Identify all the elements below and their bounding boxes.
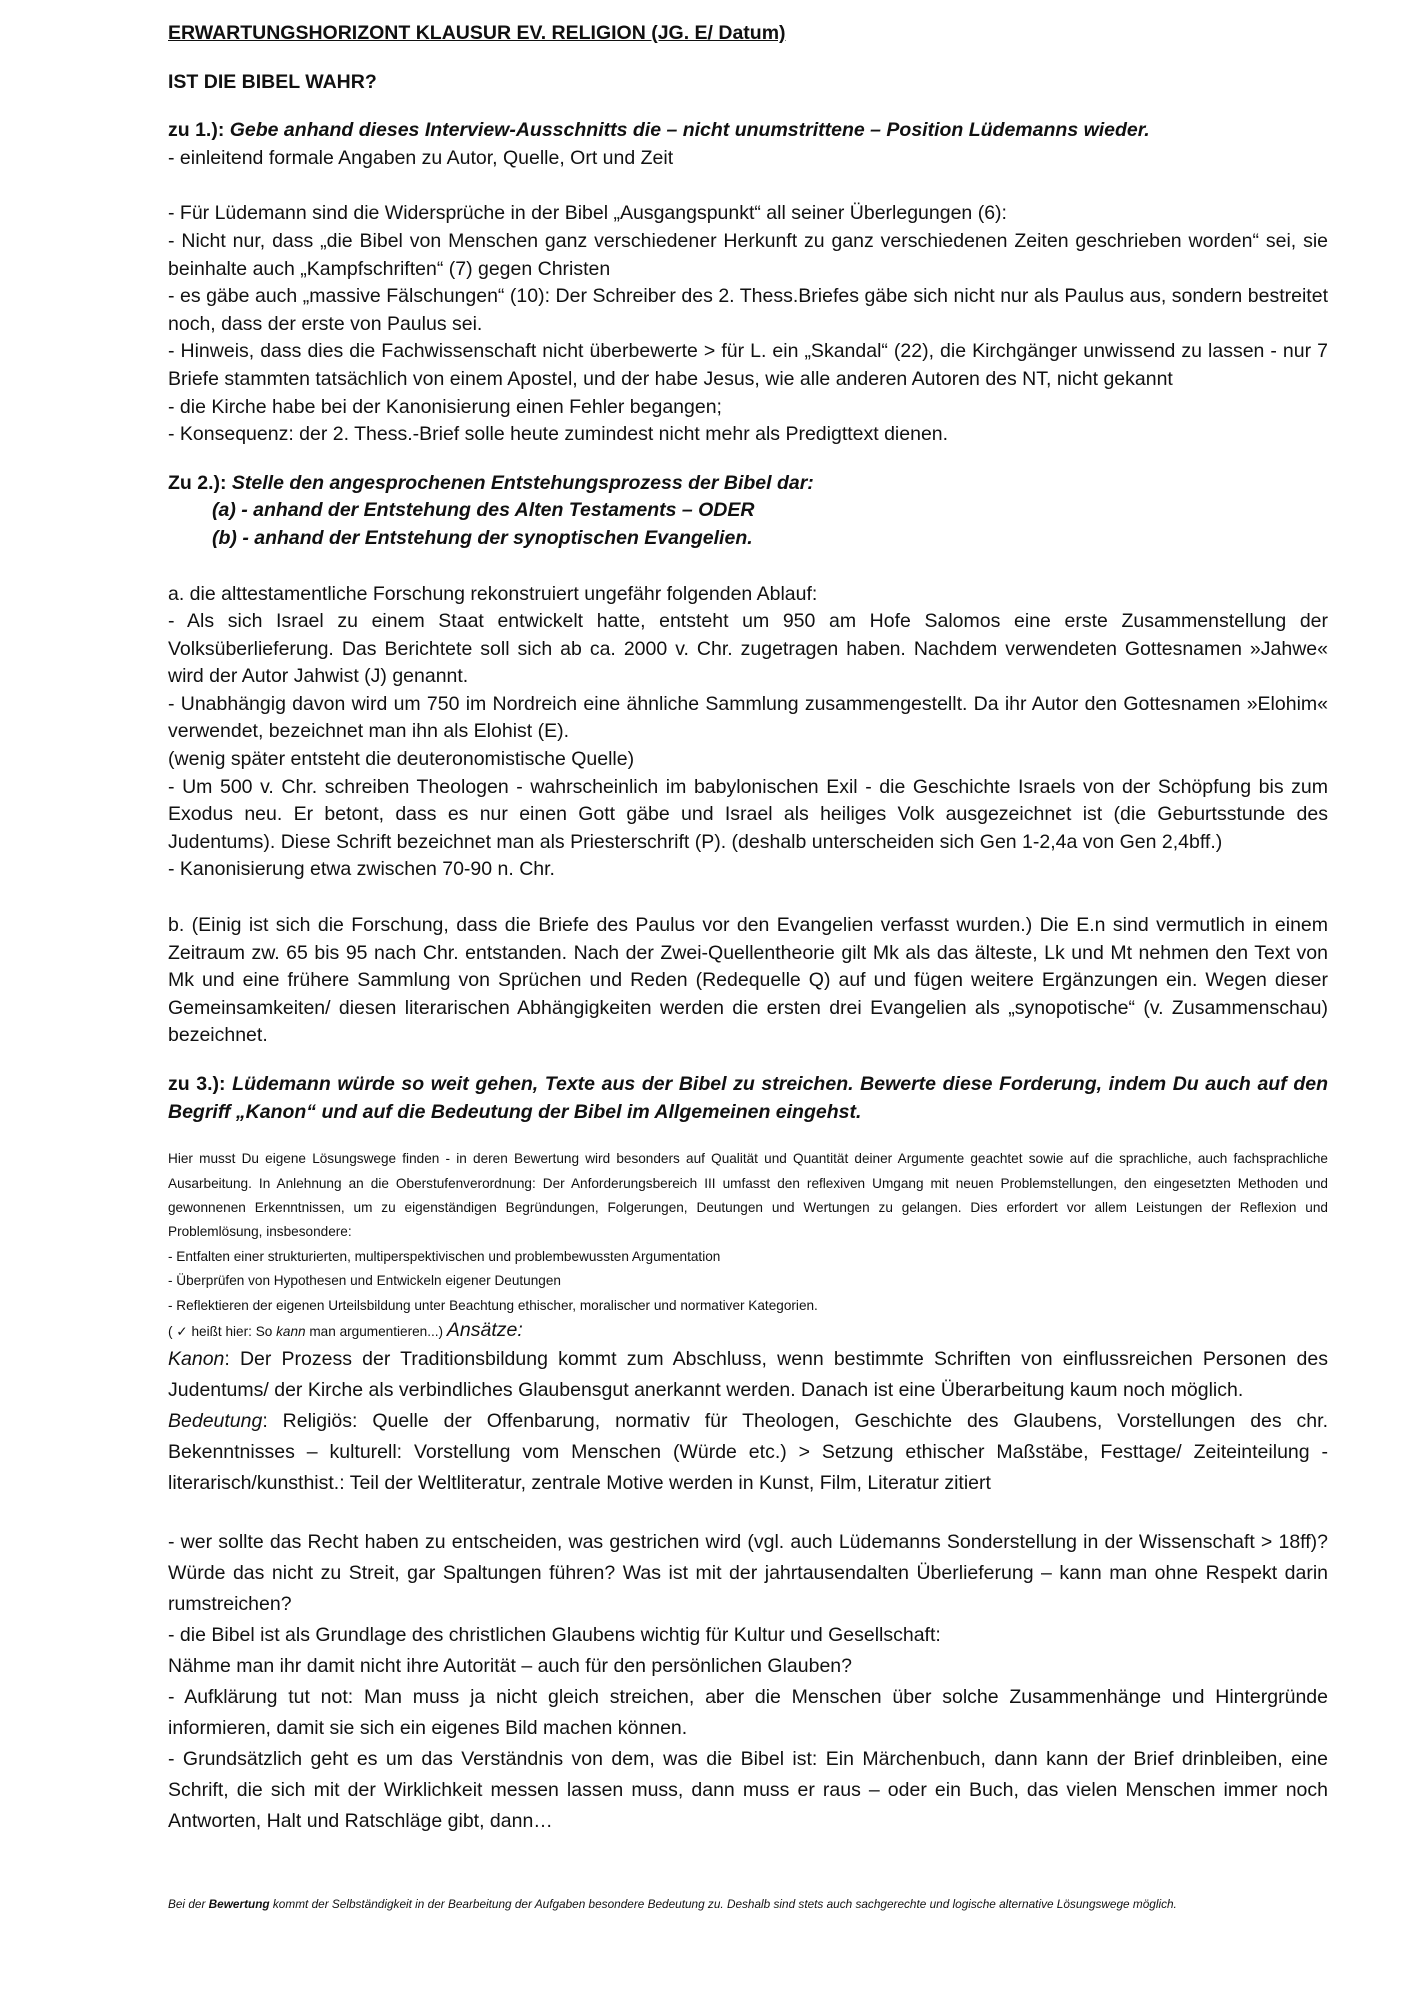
discussion-line: - wer sollte das Recht haben zu entscheiden, was gestrichen wird (vgl. auch Lüdemanns Sonderstellung in der Wissenschaft > 18ff)? Würde das nicht zu Streit, gar Spaltungen führen? Was ist mit der jahrtausendalten Überlieferung – kann man ohne Respekt darin rumstreichen? (168, 1531, 1328, 1616)
footer-bold: Bewertung (208, 1897, 270, 1911)
q1-line: - es gäbe auch „massive Fälschungen“ (10): Der Schreiber des 2. Thess.Briefes gäbe sich nicht nur als Paulus aus, sondern bestreitet noch, dass der erste von Paulus sei. (168, 285, 1328, 335)
question-2-option-b: (b) - anhand der Entstehung der synoptischen Evangelien. (212, 526, 753, 549)
question-3-heading (168, 1071, 1328, 1126)
discussion-line: - Grundsätzlich geht es um das Verständnis von dem, was die Bibel ist: Ein Märchenbuch, dann kann der Brief drinbleiben, eine Schrift, die sich mit der Wirklichkeit messen lassen muss, dann muss er raus – oder ein Buch, das vielen Menschen immer noch Antworten, Halt und Ratschläge gibt, dann… (168, 1748, 1328, 1833)
document-page (168, 20, 1328, 1837)
question-1-section (168, 117, 1328, 449)
criteria-item: - Reflektieren der eigenen Urteilsbildung unter Beachtung ethischer, moralischer und normativer Kategorien. (168, 1297, 818, 1313)
question-2-option-a: (a) - anhand der Entstehung des Alten Testaments – ODER (212, 499, 755, 522)
q2a-line: - Als sich Israel zu einem Staat entwickelt hatte, entsteht um 950 am Hofe Salomos eine erste Zusammenstellung der Volksüberlieferung. Das Berichtete soll sich ab ca. 2000 v. Chr. zugetragen haben. Nachdem verwendeten Gottesnamen »Jahwe« wird der Autor Jahwist (J) genannt. (168, 610, 1328, 688)
footer-note (168, 1897, 1328, 1911)
question-2-text: Stelle den angesprochenen Entstehungsprozess der Bibel dar: (231, 471, 814, 494)
q2a-line: - Kanonisierung etwa zwischen 70-90 n. Chr. (168, 858, 555, 881)
question-3-text: Lüdemann würde so weit gehen, Texte aus der Bibel zu streichen. Bewerte diese Forderung, indem Du auch auf den Begriff „Kanon“ und auf die Bedeutung der Bibel im Allgemeinen eingehst. (168, 1073, 1328, 1123)
question-1-heading (168, 117, 1328, 145)
footer-pre: Bei der (168, 1897, 209, 1911)
note-line (168, 1318, 1328, 1344)
q2b-paragraph: b. (Einig ist sich die Forschung, dass die Briefe des Paulus vor den Evangelien verfasst wurden.) Die E.n sind vermutlich in einem Zeitraum zw. 65 bis 95 nach Chr. entstanden. Nach der Zwei-Quellentheorie gilt Mk als das älteste, Lk und Mt nehmen den Text von Mk und eine frühere Sammlung von Sprüchen und Reden (Redequelle Q) auf und fügen weitere Ergänzungen ein. Wegen dieser Gemeinsamkeiten/ diesen literarischen Abhängigkeiten werden die ersten drei Evangelien als „synopotische“ (v. Zusammenschau) bezeichnet. (168, 914, 1328, 1047)
q2a-line: - Unabhängig davon wird um 750 im Nordreich eine ähnliche Sammlung zusammengestellt. Da ihr Autor den Gottesnamen »Elohim« verwendet, bezeichnet man ihn als Elohist (E). (168, 692, 1328, 743)
bedeutung-label: Bedeutung (168, 1410, 263, 1433)
ansaetze-label: Ansätze: (446, 1319, 523, 1342)
discussion-line: - die Bibel ist als Grundlage des christlichen Glaubens wichtig für Kultur und Gesellschaft: (168, 1624, 941, 1647)
q2a-line: a. die alttestamentliche Forschung rekonstruiert ungefähr folgenden Ablauf: (168, 582, 818, 605)
question-2-section (168, 470, 1328, 1050)
kanon-label: Kanon (168, 1348, 225, 1371)
q2a-line: - Um 500 v. Chr. schreiben Theologen - wahrscheinlich im babylonischen Exil - die Geschichte Israels von der Schöpfung bis zum Exodus neu. Er betont, dass es nur einen Gott gäbe und Israel als heiliges Volk ausgezeichnet ist (die Geburtsstunde des Judentums). Diese Schrift bezeichnet man als Priesterschrift (P). (deshalb unterscheiden sich Gen 1-2,4a von Gen 2,4bff.) (168, 775, 1328, 853)
q1-line: - Hinweis, dass dies die Fachwissenschaft nicht überbewerte > für L. ein „Skandal“ (22), die Kirchgänger unwissend zu lassen - nur 7 Briefe stammten tatsächlich von einem Apostel, und der habe Jesus, wie alle anderen Autoren des NT, nicht gekannt (168, 340, 1328, 390)
q1-line: - Für Lüdemann sind die Widersprüche in der Bibel „Ausgangspunkt“ all seiner Überlegungen (6): (168, 202, 1007, 225)
discussion-line: Nähme man ihr damit nicht ihre Autorität – auch für den persönlichen Glauben? (168, 1655, 852, 1678)
question-1-text: Gebe anhand dieses Interview-Ausschnitts die – nicht unumstrittene – Position Lüdemanns wieder. (229, 119, 1150, 142)
instructions-paragraph: Hier musst Du eigene Lösungswege finden - in deren Bewertung wird besonders auf Qualität und Quantität deiner Argumente geachtet sowie auf die sprachliche, auch fachsprachliche Ausarbeitung. In Anlehnung an die Oberstufenverordnung: Der Anforderungsbereich III umfasst den reflexiven Umgang mit neuen Problemstellungen, den eingesetzten Methoden und gewonnenen Erkenntnissen, um zu eigenständigen Begründungen, Folgerungen, Deutungen und Wertungen zu gelangen. Dies erfordert vor allem Leistungen der Reflexion und Problemlösung, insbesondere: (168, 1151, 1328, 1240)
q2a-line: (wenig später entsteht die deuteronomistische Quelle) (168, 748, 635, 771)
kanon-paragraph (168, 1344, 1328, 1406)
q1-line: - Nicht nur, dass „die Bibel von Menschen ganz verschiedener Herkunft zu ganz verschiedenen Zeiten geschrieben worden“ sei, sie beinhalte auch „Kampfschriften“ (7) gegen Christen (168, 229, 1328, 280)
document-title: ERWARTUNGSHORIZONT KLAUSUR EV. RELIGION (JG. E/ Datum) (168, 22, 786, 44)
criteria-item: - Entfalten einer strukturierten, multiperspektivischen und problembewussten Argumentation (168, 1248, 721, 1264)
q1-line: - Konsequenz: der 2. Thess.-Brief solle heute zumindest nicht mehr als Predigttext dienen. (168, 423, 949, 446)
note-post: man argumentieren...) (305, 1324, 447, 1340)
question-2-prefix: Zu 2.): (168, 471, 232, 494)
note-kann: kann (276, 1324, 306, 1340)
question-2-heading (168, 470, 1328, 498)
discussion-line: - Aufklärung tut not: Man muss ja nicht gleich streichen, aber die Menschen über solche Zusammenhänge und Hintergründe informieren, damit sie sich ein eigenes Bild machen können. (168, 1686, 1328, 1740)
question-3-section (168, 1071, 1328, 1837)
kanon-text: : Der Prozess der Traditionsbildung kommt zum Abschluss, wenn bestimmte Schriften von einflussreichen Personen des Judentums/ der Kirche als verbindliches Glaubensgut anerkannt werden. Danach ist eine Überarbeitung kaum noch möglich. (168, 1348, 1328, 1402)
question-3-prefix: zu 3.): (168, 1073, 233, 1095)
bedeutung-text: : Religiös: Quelle der Offenbarung, normativ für Theologen, Geschichte des Glaubens, Vorstellungen des chr. Bekenntnisses – kulturell: Vorstellung vom Menschen (Würde etc.) > Setzung ethischer Maßstäbe, Festtage/ Zeiteinteilung - literarisch/kunsthist.: Teil der Weltliteratur, zentrale Motive werden in Kunst, Film, Literatur zitiert (168, 1410, 1328, 1495)
question-1-prefix: zu 1.): (168, 119, 230, 142)
criteria-item: - Überprüfen von Hypothesen und Entwickeln eigener Deutungen (168, 1273, 561, 1289)
footer-post: kommt der Selbständigkeit in der Bearbeitung der Aufgaben besondere Bedeutung zu. Deshalb sind stets auch sachgerechte und logische alternative Lösungswege möglich. (269, 1897, 1177, 1911)
bedeutung-paragraph (168, 1406, 1328, 1499)
q1-line: - einleitend formale Angaben zu Autor, Quelle, Ort und Zeit (168, 146, 674, 169)
q1-line: - die Kirche habe bei der Kanonisierung einen Fehler begangen; (168, 395, 722, 418)
document-subtitle: IST DIE BIBEL WAHR? (168, 70, 377, 93)
note-pre: ( ✓ heißt hier: So (168, 1324, 277, 1340)
